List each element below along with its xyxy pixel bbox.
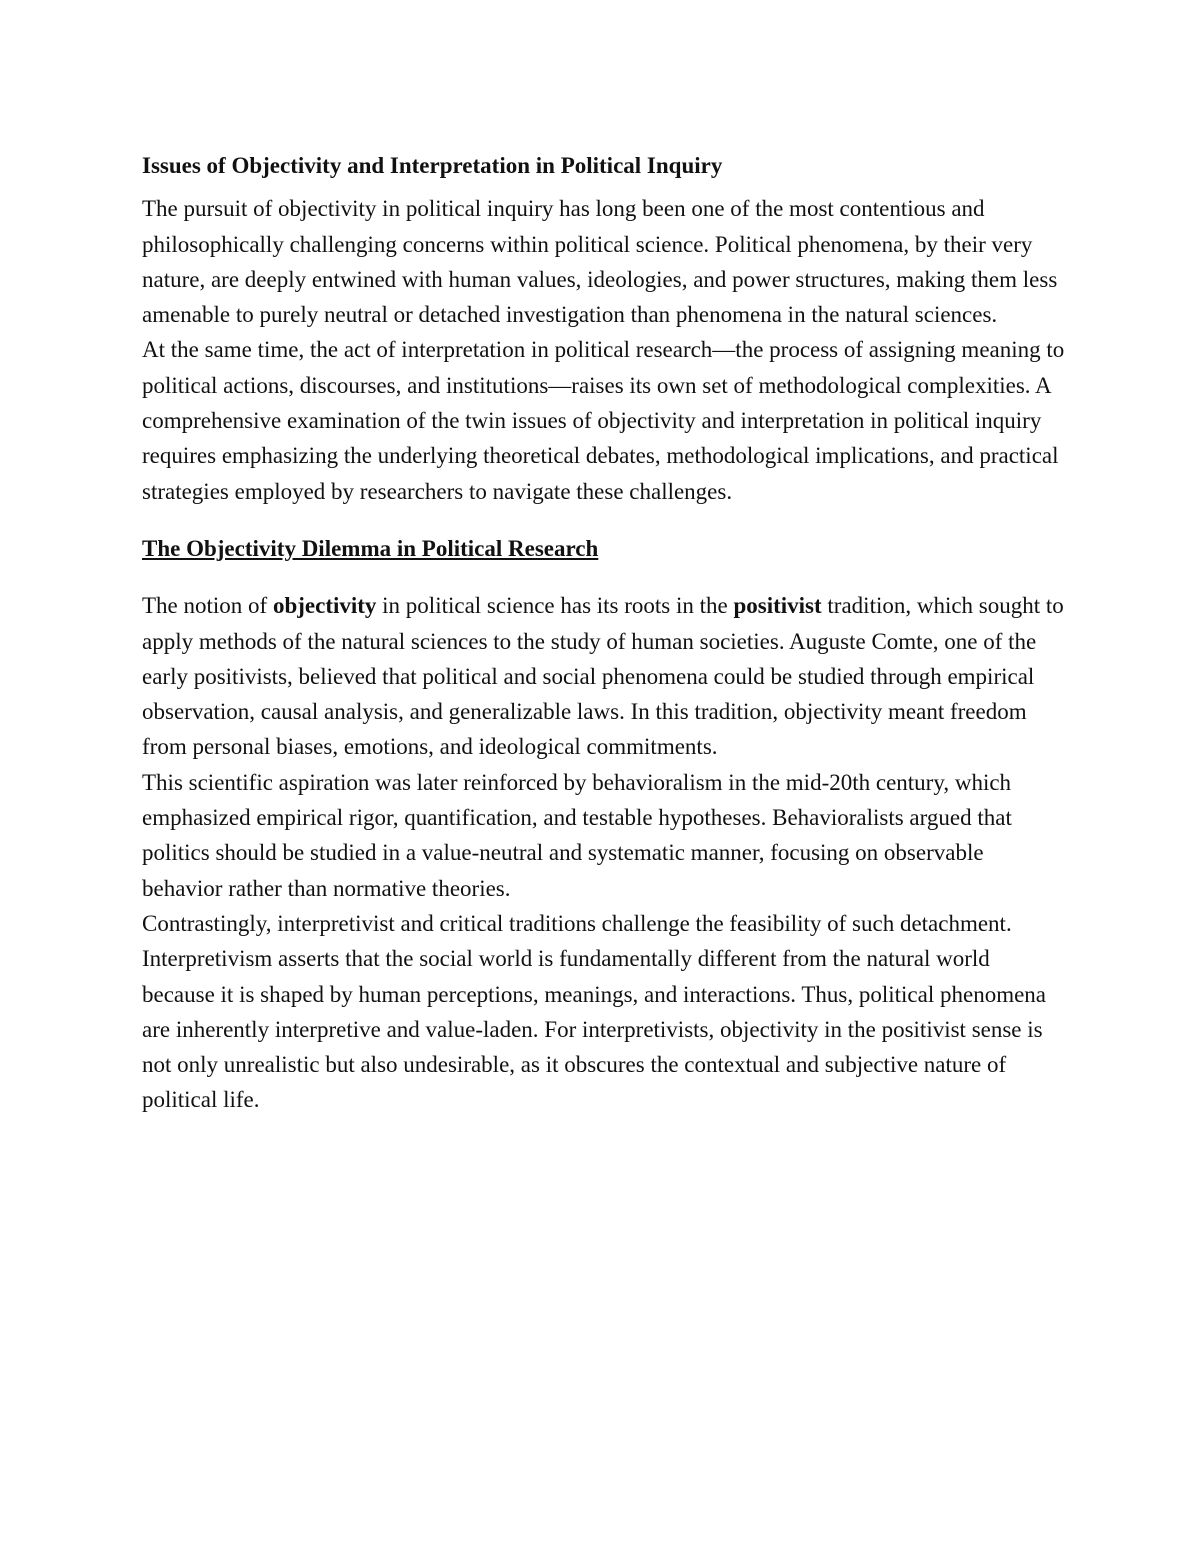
bold-term-objectivity: objectivity <box>272 593 377 619</box>
paragraph-intro: The pursuit of objectivity in political inquiry has long been one of the most contentious and philosophically challenging concerns within political science. Political phenomena, by their very nature, are deeply entwined with human values, ideologies, and power structures, making them less amenable to purely neutral or detached investigation than phenomena in the natural sciences. <box>142 196 1058 328</box>
document-page <box>142 148 1067 1118</box>
section-heading-objectivity-dilemma: The Objectivity Dilemma in Political Research <box>142 535 599 561</box>
paragraph-behavioralism: This scientific aspiration was later reinforced by behavioralism in the mid-20th century, which emphasized empirical rigor, quantification, and testable hypotheses. Behavioralists argued that politics should be studied in a value-neutral and systematic manner, focusing on observable behavior rather than normative theories. <box>142 769 1012 901</box>
paragraph-interpretation: At the same time, the act of interpretation in political research—the process of assigning meaning to political actions, discourses, and institutions—raises its own set of methodological complexities. A comprehensive examination of the twin issues of objectivity and interpretation in political inquiry requires emphasizing the underlying theoretical debates, methodological implications, and practical strategies employed by researchers to navigate these challenges. <box>142 337 1065 504</box>
paragraph-text: The notion of <box>142 593 273 619</box>
paragraph-text: tradition, which sought to apply methods of the natural sciences to the study of human societies. Auguste Comte, one of the early positivists, believed that political and social phenomena could be studied through empirical observation, causal analysis, and generalizable laws. In this tradition, objectivity meant freedom from personal biases, emotions, and ideological commitments. <box>142 593 1064 760</box>
paragraph-text: in political science has its roots in the <box>376 593 734 619</box>
paragraph-interpretivism: Contrastingly, interpretivist and critical traditions challenge the feasibility of such detachment. Interpretivism asserts that the social world is fundamentally different from the natural world because it is shaped by human perceptions, meanings, and interactions. Thus, political phenomena are inherently interpretive and value-laden. For interpretivists, objectivity in the positivist sense is not only unrealistic but also undesirable, as it obscures the contextual and subjective nature of political life. <box>142 910 1047 1113</box>
paragraph-positivist-tradition <box>142 588 1067 764</box>
bold-term-positivist: positivist <box>733 593 822 619</box>
document-title: Issues of Objectivity and Interpretation in Political Inquiry <box>142 153 723 178</box>
